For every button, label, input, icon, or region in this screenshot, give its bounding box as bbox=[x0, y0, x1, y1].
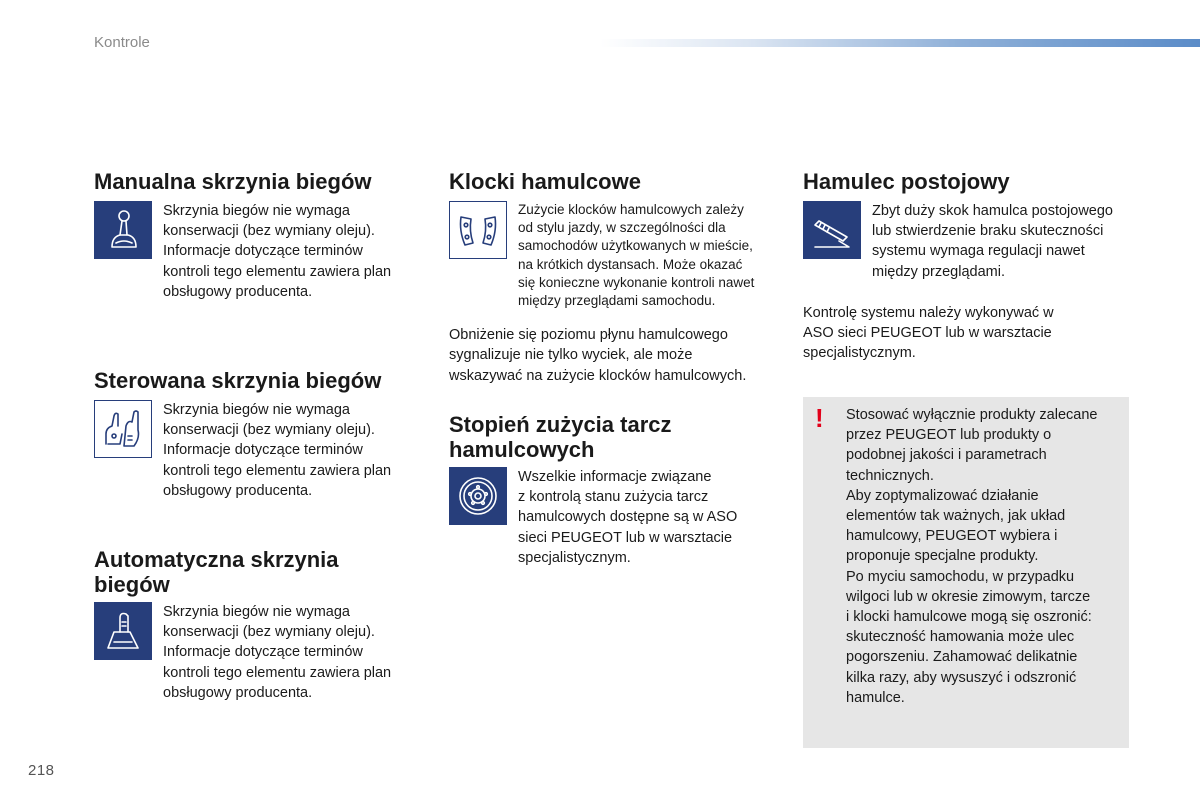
brake-discs-text: Wszelkie informacje związane z kontrolą stanu zużycia tarcz hamulcowych dostępne są w ASO sieci PEUGEOT lub w warsztacie specjalistycznym. bbox=[518, 469, 738, 566]
parking-brake-section bbox=[803, 169, 1143, 363]
brake-discs-section bbox=[449, 412, 779, 568]
brake-pads-text: Zużycie klocków hamulcowych zależy od stylu jazdy, w szczególności dla samochodów użytkowanych w mieście, na krótkich dystansach. Może okazać się konieczne wykonanie kontroli nawet między przeglądami samochodu. bbox=[518, 202, 755, 309]
automatic-gearbox-text: Skrzynia biegów nie wymaga konserwacji (bez wymiany oleju). Informacje dotyczące terminów kontroli tego elementu zawiera plan obsługowy producenta. bbox=[163, 604, 392, 701]
warning-exclamation-icon: ! bbox=[815, 403, 824, 433]
automatic-gearbox-icon bbox=[94, 602, 152, 660]
robotized-gearbox-section bbox=[94, 368, 424, 501]
warning-text: Stosować wyłącznie produkty zalecane przez PEUGEOT lub produkty o podobnej jakości i parametrach technicznych. Aby zoptymalizować działanie elementów tak ważnych, jak układ hamulcowy, PEUGEOT wybiera i proponuje specjalne produkty. Po myciu samochodu, w przypadku wilgoci lub w okresie zimowym, tarcze i klocki hamulcowe mogą się oszronić: skuteczność hamowania może ulec pogorszeniu. Zahamować delikatnie kilka razy, aby wysuszyć i odszronić hamulce. bbox=[846, 407, 1098, 706]
brake-pads-title: Klocki hamulcowe bbox=[449, 169, 641, 194]
page-number: 218 bbox=[28, 762, 55, 779]
automatic-gearbox-title: Automatyczna skrzynia biegów bbox=[94, 547, 339, 597]
brake-disc-icon bbox=[449, 467, 507, 525]
robotized-gearbox-text: Skrzynia biegów nie wymaga konserwacji (bez wymiany oleju). Informacje dotyczące terminów kontroli tego elementu zawiera plan obsługowy producenta. bbox=[163, 402, 392, 499]
parking-brake-text: Zbyt duży skok hamulca postojowego lub stwierdzenie braku skuteczności systemu wymaga regulacji nawet między przeglądami. bbox=[872, 203, 1113, 280]
parking-brake-note: Kontrolę systemu należy wykonywać w ASO sieci PEUGEOT lub w warsztacie specjalistycznym. bbox=[803, 304, 1054, 362]
brake-pads-icon bbox=[449, 201, 507, 259]
brake-discs-title: Stopień zużycia tarcz hamulcowych bbox=[449, 412, 672, 462]
brake-pads-section bbox=[449, 169, 779, 386]
robotized-gearbox-icon bbox=[94, 400, 152, 458]
parking-brake-title: Hamulec postojowy bbox=[803, 169, 1010, 194]
parking-brake-icon bbox=[803, 201, 861, 259]
brake-pads-note: Obniżenie się poziomu płynu hamulcowego sygnalizuje nie tylko wyciek, ale może wskazywać na zużycie klocków hamulcowych. bbox=[449, 327, 747, 384]
manual-gearbox-text: Skrzynia biegów nie wymaga konserwacji (bez wymiany oleju). Informacje dotyczące terminów kontroli tego elementu zawiera plan obsługowy producenta. bbox=[163, 203, 392, 300]
manual-gearbox-icon bbox=[94, 201, 152, 259]
robotized-gearbox-title: Sterowana skrzynia biegów bbox=[94, 368, 382, 393]
automatic-gearbox-section bbox=[94, 547, 424, 703]
manual-gearbox-section bbox=[94, 169, 424, 302]
section-label: Kontrole bbox=[94, 34, 150, 51]
manual-gearbox-title: Manualna skrzynia biegów bbox=[94, 169, 372, 194]
header-gradient-bar bbox=[600, 39, 1200, 47]
